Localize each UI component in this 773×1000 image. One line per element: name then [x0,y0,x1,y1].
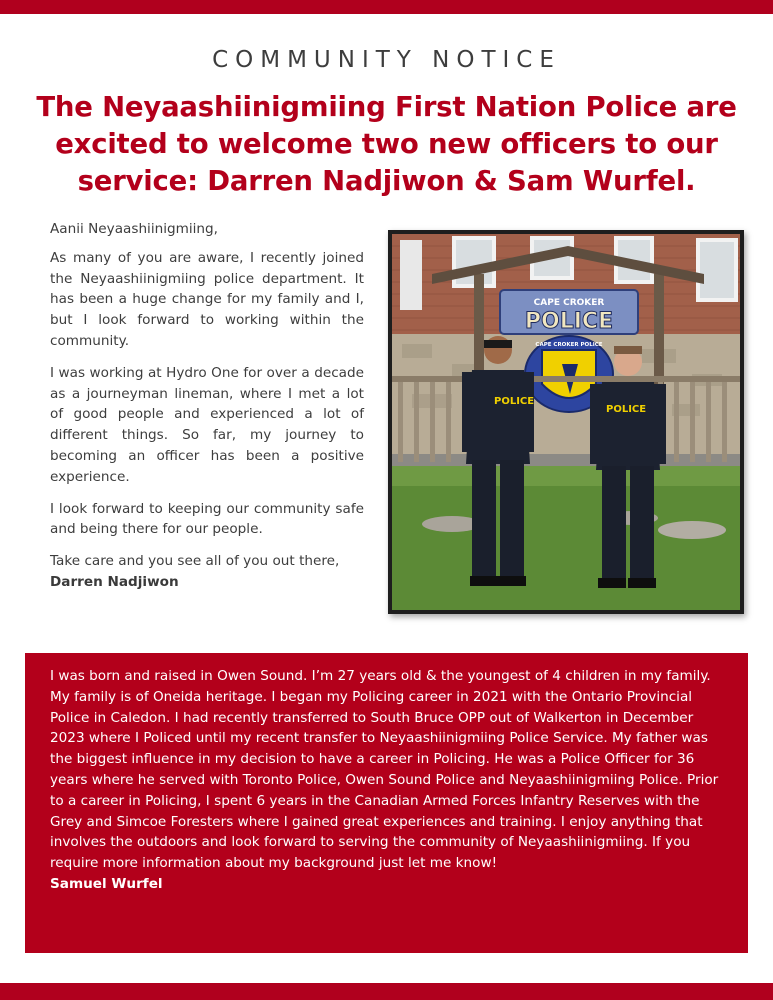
officers-photo [388,230,744,614]
notice-headline: The Neyaashiinigmiing First Nation Police are excited to welcome two new officers to our service: Darren Nadjiwon & Sam Wurfel. [36,91,737,197]
bottom-accent-bar [0,983,773,1000]
letter-closing-text: Take care and you see all of you out there, [50,553,340,570]
letter-paragraph: I look forward to keeping our community safe and being there for our people. [50,500,364,538]
officers-photo-illustration [392,234,740,610]
letter-paragraph: I was working at Hydro One for over a decade as a journeyman lineman, where I met a lot of good people and experienced a lot of different things. So far, my journey to becoming an officer has been a positive experience. [50,364,364,485]
letter-greeting: Aanii Neyaashiinigmiing, [50,221,218,237]
bio-text: I was born and raised in Owen Sound. I’m 27 years old & the youngest of 4 children in my family. My family is of Oneida heritage. I began my Policing career in 2021 with the Ontario Provincial Police in Caledon. I had recently transferred to South Bruce OPP out of Walkerton in December 2023 where I Policed until my recent transfer to Neyaashiinigmiing Police Service. My father was the biggest influence in my decision to have a career in Policing. He was a Police Officer for 36 years where he served with Toronto Police, Owen Sound Police and Neyaashiinigmiing Police. Prior to a career in Policing, I spent 6 years in the Canadian Armed Forces Infantry Reserves with the Grey and Simcoe Foresters where I gained great experiences and training. I enjoy anything that involves the outdoors and look forward to serving the community of Neyaashiinigmiing. If you require more information about my background just let me know! [50,668,719,872]
letter-closing [50,551,364,593]
sign-main-text: POLICE [524,309,614,334]
bio-signature: Samuel Wurfel [50,875,163,892]
sign-top-text: CAPE CROKER [533,298,605,308]
bio-text-block [50,666,730,895]
vest-left-label: POLICE [494,396,535,407]
top-accent-bar [0,0,773,14]
letter-signature: Darren Nadjiwon [50,573,179,590]
bio-panel [25,653,748,953]
officer-letter [50,219,364,593]
notice-kicker: COMMUNITY NOTICE [212,47,561,73]
letter-paragraph: As many of you are aware, I recently joined the Neyaashiinigmiing police department. It has been a huge change for my family and I, but I look forward to working within the community. [50,249,364,349]
badge-text: CAPE CROKER POLICE [535,342,603,348]
vest-right-label: POLICE [606,404,647,415]
